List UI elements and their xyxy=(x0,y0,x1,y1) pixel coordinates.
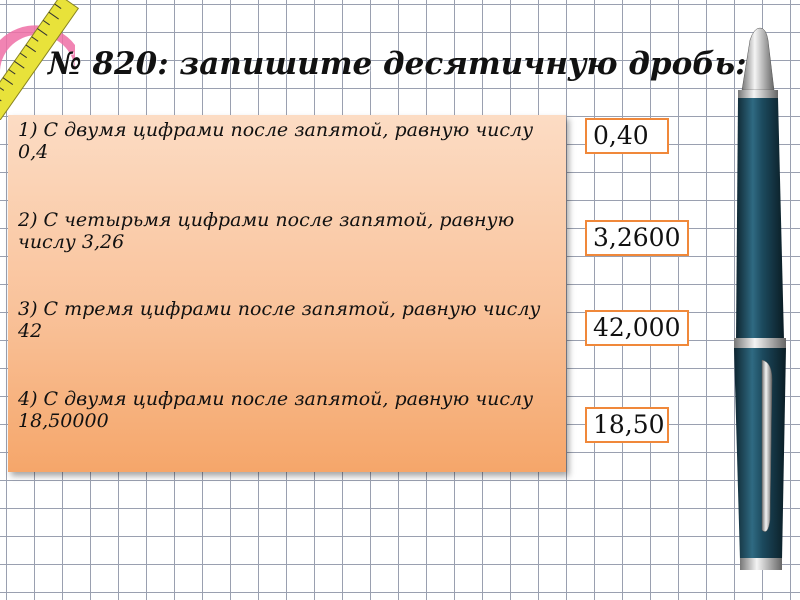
answer-box-4: 18,50 xyxy=(585,407,669,443)
answer-box-1: 0,40 xyxy=(585,118,669,154)
pen-icon xyxy=(700,20,800,580)
task-2-text: 2) С четырьмя цифрами после запятой, равную числу 3,26 xyxy=(18,209,515,253)
task-4-text: 4) С двумя цифрами после запятой, равную числу 18,50000 xyxy=(18,388,534,432)
answer-box-2: 3,2600 xyxy=(585,220,689,256)
task-1-text: 1) С двумя цифрами после запятой, равную числу 0,4 xyxy=(18,119,534,163)
task-panel xyxy=(8,115,566,472)
answer-box-3: 42,000 xyxy=(585,310,689,346)
task-3-text: 3) С тремя цифрами после запятой, равную числу 42 xyxy=(18,298,541,342)
slide-title: № 820: запишите десятичную дробь: xyxy=(48,46,747,82)
